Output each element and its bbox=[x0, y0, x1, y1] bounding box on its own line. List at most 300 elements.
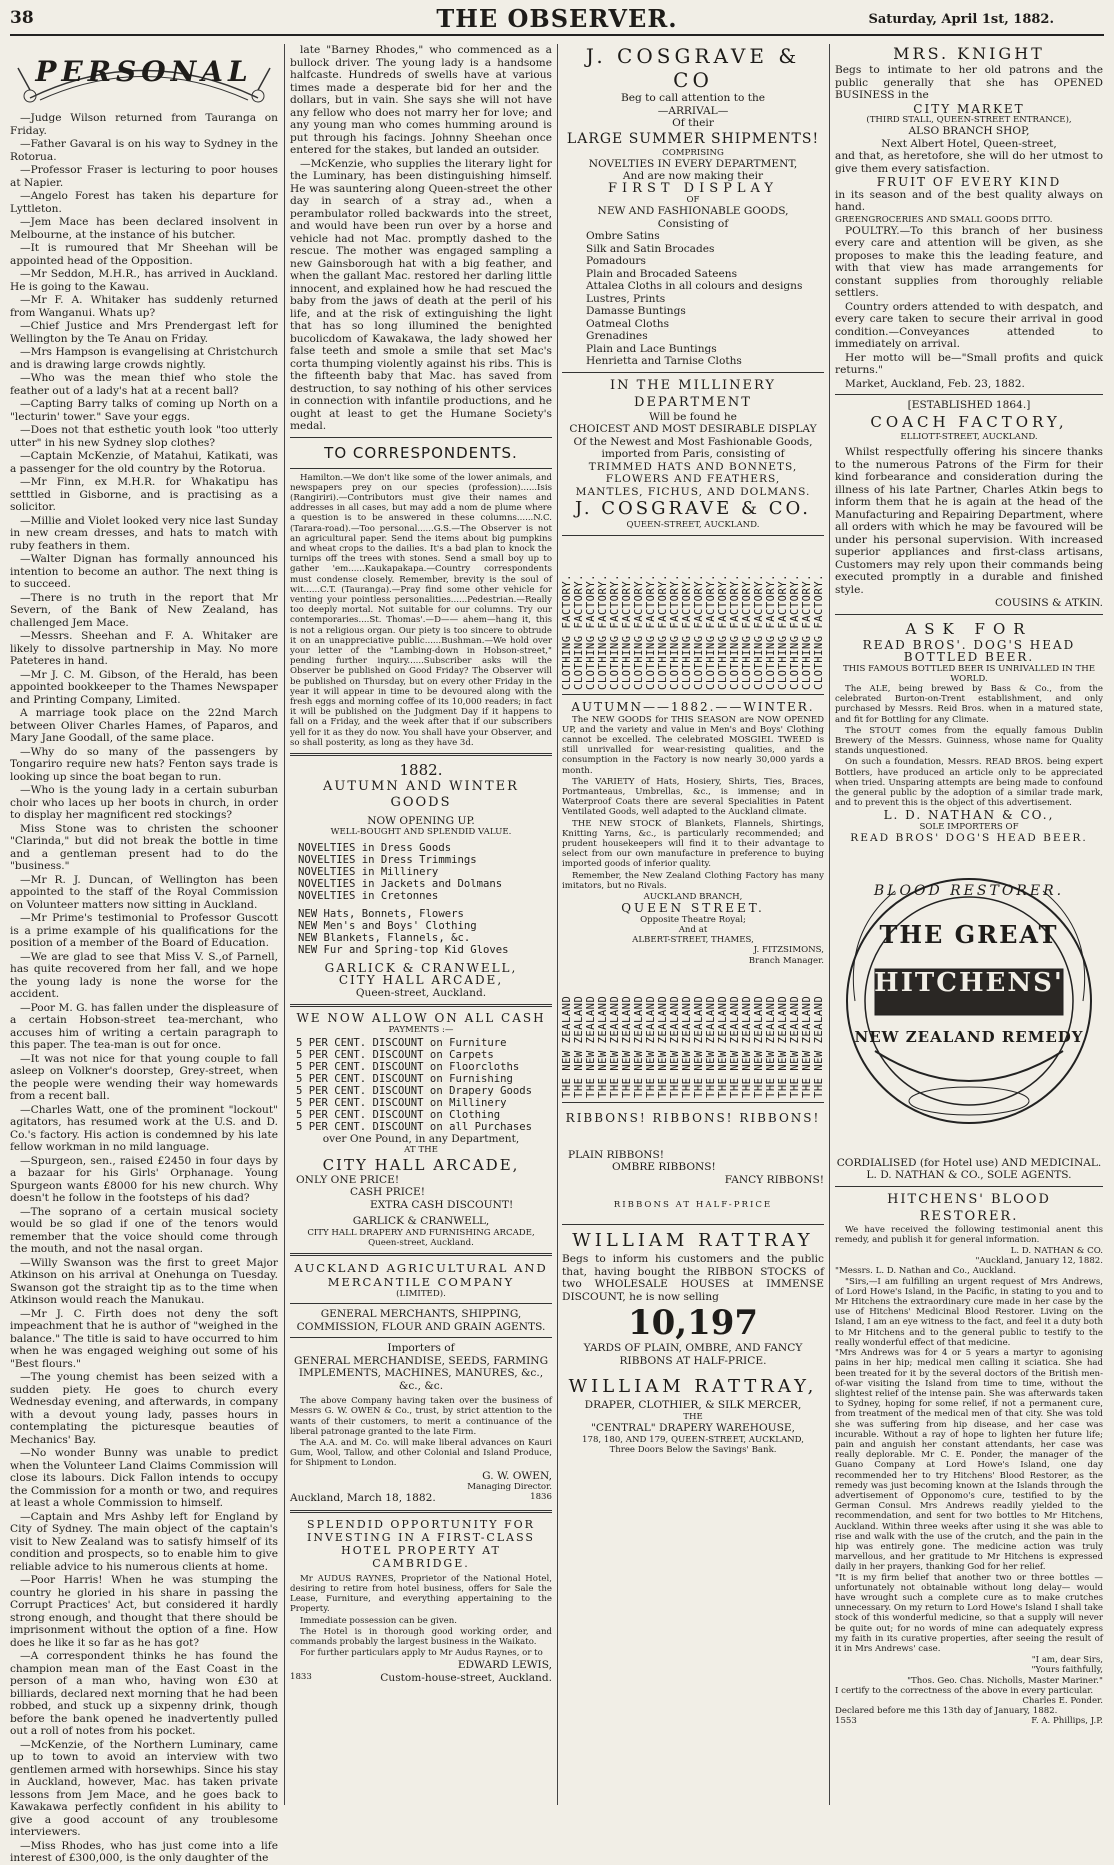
ad-title: HITCHENS' BLOOD RESTORER. bbox=[887, 1191, 1051, 1224]
list-item: 5 PER CENT. DISCOUNT on Millinery bbox=[296, 1096, 507, 1109]
divider bbox=[290, 1303, 552, 1304]
ad-date: "Auckland, January 12, 1882. bbox=[975, 1256, 1103, 1267]
repeated-word: CLOTHING FACTORY. bbox=[704, 573, 717, 690]
repeated-word: CLOTHING FACTORY. bbox=[644, 573, 657, 690]
list-item: NOVELTIES in Dress Trimmings bbox=[298, 853, 477, 866]
ad-line: CHOICEST AND MOST DESIRABLE DISPLAY bbox=[569, 423, 817, 436]
ad-closing: "I am, dear Sirs, bbox=[1031, 1655, 1103, 1666]
repeated-word: THE NEW ZEALAND bbox=[572, 995, 585, 1098]
ad-body: For further particulars apply to Mr Audus Raynes, or to bbox=[300, 1648, 543, 1659]
ad-line: NOVELTIES IN EVERY DEPARTMENT, bbox=[588, 157, 798, 170]
ad-title: SPLENDID OPPORTUNITY FOR INVESTING IN A FIRST-CLASS HOTEL PROPERTY AT CAMBRIDGE. bbox=[307, 1517, 535, 1570]
repeated-word: CLOTHING FACTORY. bbox=[680, 573, 693, 690]
ad-headline: LARGE SUMMER SHIPMENTS! bbox=[566, 130, 820, 147]
repeated-word: CLOTHING FACTORY. bbox=[692, 573, 705, 690]
column-two bbox=[290, 44, 552, 1805]
ad-line: NEW AND FASHIONABLE GOODS, bbox=[597, 205, 789, 218]
repeated-word: CLOTHING FACTORY. bbox=[608, 573, 621, 690]
divider bbox=[835, 1186, 1103, 1187]
list-item: NEW Fur and Spring-top Kid Gloves bbox=[298, 943, 509, 956]
divider bbox=[562, 694, 824, 695]
list-item: Attalea Cloths in all colours and designs bbox=[586, 280, 803, 293]
list-item: 5 PER CENT. DISCOUNT on Carpets bbox=[296, 1048, 494, 1061]
testimonial-body: "Sirs,—I am fulfilling an urgent request of Mrs Andrews, of Lord Howe's Island, in the Pacific, in stating to you and to Mr Hitchens the extraordinary cure made in her case by the use of Hitchens' Medicinal Blood Restorer. Living on the Island, I am an eye witness to the fact, and feel it a duty both to Mr Hitchens and to the general public to testify to the really wonderful effect of that medicine. "Mrs Andrews was for 4 or 5 years a martyr to agonising pains in her hip; medical men calling it sciatica. She had been treated for it by the several doctors of the British men-of-war visiting the Island from time to time, without the slightest relief of the intense pain. She was afterwards taken to Sydney, hoping for some relief, if not a permanent cure, from treatment of the medical men of that city. She was told she was suffering from hip disease, and her case was incurable. Without a ray of hope to lighten her future life; pain and anguish her constant attendants, her case was really deplorable. Mr C. E. Ponder, the manager of the Guano Company at Lord Howe's Island, one day recommended her to try Hitchens' Blood Restorer, as the remedy was just becoming known at the Islands through the advertisement of Opponomo's cure, testified to by the German Consul. Mrs Andrews readily yielded to the recommendation, and sent for two bottles to Mr Hitchens, Auckland. Within three weeks after using it she was able to rise and walk with the use of the crutch, and the pain in the hip was entirely gone. The medicine action was truly marvellous, and her gratitude to Mr Hitchens is expressed daily in her prayers, thanking God for her relief. "It is my firm belief that another two or three bottles —unfortunately not obtainable without long delay— would have wrought such a complete cure as to make crutches unnecessary. On my return to Lord Howe's Island I shall take stock of this wonderful medicine, so that a supply will never be quite out; for no words of mine can adequately express my faith in its curative properties, after seeing the result of it in Mrs Andrews' case. bbox=[835, 1276, 1103, 1654]
ad-manager-role: Branch Manager. bbox=[748, 955, 824, 966]
divider bbox=[835, 394, 1103, 395]
ad-address: Custom-house-street, Auckland. bbox=[380, 1671, 552, 1684]
column-three bbox=[562, 44, 824, 1805]
ad-body: The A.A. and M. Co. will make liberal advances on Kauri Gum, Wool, Tallow, and other Colonial and Island Produce, for Shipment to London. bbox=[290, 1438, 552, 1469]
ad-code: 1553 bbox=[835, 1716, 857, 1727]
list-item: NOVELTIES in Jackets and Dolmans bbox=[298, 877, 503, 890]
list-item: 5 PER CENT. DISCOUNT on Floorcloths bbox=[296, 1060, 520, 1073]
ad-line: And at bbox=[678, 924, 708, 935]
ad-line: Opposite Theatre Royal; bbox=[640, 914, 746, 925]
personal-paragraph: —Miss Rhodes, who has just come into a life interest of £300,000, is the only daughter of the bbox=[10, 1839, 278, 1864]
ad-code: 1836 bbox=[530, 1492, 552, 1503]
ad-certify-sign: Charles E. Ponder. bbox=[1022, 1696, 1103, 1706]
personal-paragraph: —Judge Wilson returned from Tauranga on Friday. bbox=[10, 112, 278, 137]
repeated-word: CLOTHING FACTORY. bbox=[788, 573, 801, 690]
ad-line: FLOWERS AND FEATHERS, bbox=[605, 473, 781, 486]
ad-limited: (LIMITED). bbox=[396, 1289, 446, 1299]
discount-list bbox=[296, 1037, 552, 1133]
ad-firm: WILLIAM RATTRAY, bbox=[568, 1376, 818, 1398]
divider bbox=[290, 1004, 552, 1007]
spacer bbox=[562, 1129, 824, 1149]
repeated-word: CLOTHING FACTORY. bbox=[584, 573, 597, 690]
newspaper-title: THE OBSERVER. bbox=[436, 4, 678, 33]
list-item: Plain and Lace Buntings bbox=[586, 342, 717, 355]
ad-street: QUEEN STREET. bbox=[621, 901, 765, 916]
ad-line: THIS FAMOUS BOTTLED BEER IS UNRIVALLED IN THE WORLD. bbox=[842, 663, 1096, 684]
ad-closing: "Yours faithfully, bbox=[1031, 1665, 1103, 1676]
repeated-word: THE NEW ZEALAND bbox=[752, 995, 765, 1098]
issue-date: Saturday, April 1st, 1882. bbox=[868, 12, 1054, 27]
ad-line: YARDS OF PLAIN, OMBRE, AND FANCY RIBBONS AT HALF-PRICE. bbox=[583, 1342, 803, 1367]
ad-firm: L. D. NATHAN & CO., bbox=[883, 808, 1055, 823]
list-item: Damasse Buntings bbox=[586, 305, 686, 318]
ad-line: DRAPER, CLOTHIER, & SILK MERCER, bbox=[584, 1399, 802, 1412]
ad-body: POULTRY.—To this branch of her business every care and attention will be given, as she proposes to make this the leading feature, and with that view has made arrangements for constant supplies from thoroughly reliable settlers. bbox=[835, 224, 1103, 300]
repeated-word: CLOTHING FACTORY. bbox=[632, 573, 645, 690]
list-item: 5 PER CENT. DISCOUNT on Furnishing bbox=[296, 1072, 513, 1085]
medallion-remedy: NEW ZEALAND REMEDY bbox=[854, 1027, 1084, 1046]
repeated-word: THE NEW ZEALAND bbox=[560, 995, 573, 1098]
personal-paragraph: —Father Gavaral is on his way to Sydney in the Rotorua. bbox=[10, 138, 278, 163]
repeated-word: THE NEW ZEALAND bbox=[608, 995, 621, 1098]
personal-paragraph: —Willy Swanson was the first to greet Major Atkinson on his arrival at Onehunga on Tuesday. Swanson got the straight tip as to the time when Atkinson would reach the Manukau. bbox=[10, 1256, 278, 1306]
repeated-word: THE NEW ZEALAND bbox=[596, 995, 609, 1098]
ad-price-line: EXTRA CASH DISCOUNT! bbox=[370, 1198, 514, 1211]
repeated-word: THE NEW ZEALAND bbox=[800, 995, 813, 1098]
correspondents-text: Hamilton.—We don't like some of the lower animals, and newspapers prey on our species (profession)......Isis (Rangiriri).—Contributors must give their names and addresses in all cases, but may add a nom de plume where a question is to be answered in these columns......N.C. (Tarara-road).—Too personal......G.S.—The Observer is not an agricultural paper. Send the items about big pumpkins and wheat crops to the dailies. It's a bad plan to knock the turnips off the trees with stones. Send a small boy up to gather 'em......Kaukapakapa.—Country correspondents must condense closely. Remember, brevity is the soul of wit......C.T. (Tauranga).—Pray find some other vehicle for venting your pointless personalities......Pedestrian.—Really too deeply mortal. Not suitable for our columns. Try our contemporaries....St. Thomas'.—D—— ahem—hang it, this is not a religious organ. Our piety is too sincere to obtrude it on an unappreciative public......Bushman.—We hold over your letter of the "Lambing-down in Hobson-street," pending further inquiry......Subscriber asks will the Observer be published on Good Friday? The Observer will be published on Thursday, but on every other Friday in the year it will appear in time to be devoured along with the fresh eggs and morning coffee of its 10,000 readers; in fact it will be published on the Judgment Day if it happens to fall on a Friday, and the week after that if our subscribers yell for it as they do now. You shall have your Observer, and so shall posterity, as long as they have 3d. bbox=[290, 472, 552, 748]
ad-line: CORDIALISED (for Hotel use) AND MEDICINAL. bbox=[836, 1156, 1102, 1169]
ad-goods: GENERAL MERCHANDISE, SEEDS, FARMING IMPLEMENTS, MACHINES, MANURES, &c., &c., &c. bbox=[293, 1354, 549, 1392]
ad-body: Whilst respectfully offering his sincere thanks to the numerous Patrons of the Firm for their kind forbearance and consideration during the illness of his late Partner, Charles Atkin begs to inform them that he is again at the head of the Manufacturing and Repairing Department, where all orders with which he may be favoured will be under his personal supervision. With increased superior appliances and first-class artisans, Customers may rely upon their commands being executed promptly in a durable and finished style. bbox=[835, 446, 1103, 596]
divider bbox=[290, 437, 552, 438]
ad-line: GREENGROCERIES AND SMALL GOODS DITTO. bbox=[835, 214, 1053, 225]
repeated-word: THE NEW ZEALAND bbox=[728, 995, 741, 1098]
ad-price-line: CASH PRICE! bbox=[350, 1186, 426, 1199]
hitchens-medallion bbox=[835, 851, 1103, 1151]
personal-paragraph: —The young chemist has been seized with a sudden piety. He goes to church every Wednesday evening, and afterwards, in company with a devout young lady, passes hours in contemplating the picturesque beauties of Mechanics' Bay. bbox=[10, 1371, 278, 1446]
list-item: NEW Men's and Boys' Clothing bbox=[298, 919, 477, 932]
repeated-word: THE NEW ZEALAND bbox=[656, 995, 669, 1098]
personal-paragraph: —Mr Finn, ex M.H.R. for Whakatipu has setttled in Gisborne, and is practising as a solicitor. bbox=[10, 476, 278, 513]
ad-address: QUEEN-STREET, AUCKLAND. bbox=[626, 520, 760, 531]
list-item: 5 PER CENT. DISCOUNT on Furniture bbox=[296, 1036, 507, 1049]
personal-paragraph: —Captain McKenzie, of Matahui, Katikati, was a passenger for the old country by the Rotorua. bbox=[10, 450, 278, 475]
novelties-list bbox=[298, 842, 552, 902]
ad-body: Begs to intimate to her old patrons and the public generally that she has OPENED BUSINESS in the bbox=[835, 64, 1103, 101]
ad-merchants: GENERAL MERCHANTS, SHIPPING, COMMISSION, FLOUR AND GRAIN AGENTS. bbox=[296, 1308, 546, 1333]
news-paragraph: —McKenzie, who supplies the literary light for the Luminary, has been distinguishing himself. He was sauntering along Queen-street the other day in search of a stray ad., when a perambulator rolled backwards into the street, and would have been run over by a horse and vehicle had not Mac. promptly dashed to the rescue. The mother was engaged sampling a new Gainsborough hat with a big feather, and when the gallant Mac. restored her darling little innocent, and explained how he had rescued the baby from the jaws of death at the peril of his life, and at the risk of extinguishing the light that has so long illumined the benighted bucolicdom of Kawakawa, the lady showed her false teeth and smole a smile that set Mac's corta thumping violently against his ribs. This is the fifteenth baby that Mac. has saved from destruction, to say nothing of his other services in connection with infantile productions, and he ought at least to get the Humane Society's medal. bbox=[290, 157, 552, 432]
personal-paragraph: —Mr Seddon, M.H.R., has arrived in Auckland. He is going to the Kawau. bbox=[10, 268, 278, 293]
list-item: NEW Hats, Bonnets, Flowers bbox=[298, 907, 464, 920]
ad-street: Queen-street, Auckland. bbox=[368, 1237, 474, 1248]
divider bbox=[290, 1337, 552, 1338]
ad-cash-discount bbox=[290, 1012, 552, 1248]
goods-list bbox=[586, 230, 824, 368]
ad-line: Of their bbox=[672, 117, 714, 129]
ad-hotel-opportunity bbox=[290, 1518, 552, 1685]
ad-body: Remember, the New Zealand Clothing Factory has many imitators, but no Rivals. bbox=[562, 870, 824, 891]
repeated-word: THE NEW ZEALAND bbox=[668, 995, 681, 1098]
ad-autumn-winter-goods bbox=[290, 761, 552, 999]
ad-line: OF bbox=[686, 195, 700, 206]
ad-body: The ALE, being brewed by Bass & Co., from the celebrated Burton-on-Trent establishment, and only purchased by Messrs. Reid Bros. when in a matured state, and fit for Bottling for any Climate. bbox=[835, 684, 1103, 725]
ad-line: READ BROS'. DOG'S HEAD bbox=[862, 637, 1076, 652]
medallion-brand: HITCHENS' bbox=[874, 967, 1064, 998]
list-item: NOVELTIES in Cretonnes bbox=[298, 889, 439, 902]
divider bbox=[562, 535, 824, 536]
repeated-word: CLOTHING FACTORY. bbox=[668, 573, 681, 690]
personal-paragraph: —Angelo Forest has taken his departure for Lyttleton. bbox=[10, 190, 278, 215]
personal-paragraph: —Walter Dignan has formally announced his intention to become an author. The next thing is to succeed. bbox=[10, 553, 278, 590]
ad-line: Of the Newest and Most Fashionable Goods, imported from Paris, consisting of bbox=[573, 435, 813, 461]
personal-paragraph: —Professor Fraser is lecturing to poor houses at Napier. bbox=[10, 164, 278, 189]
ad-firm: GARLICK & CRANWELL, bbox=[324, 960, 518, 975]
ad-year: 1882. bbox=[399, 760, 443, 779]
ad-line: SOLE IMPORTERS OF bbox=[919, 821, 1019, 832]
ad-title: AUTUMN——1882.——WINTER. bbox=[571, 699, 815, 714]
ad-line: Consisting of bbox=[657, 217, 729, 230]
ad-sign: L. D. NATHAN & CO. bbox=[1010, 1246, 1103, 1257]
ad-date: Auckland, March 18, 1882. bbox=[290, 1492, 436, 1505]
ad-title: ASK FOR bbox=[905, 619, 1033, 638]
divider bbox=[835, 614, 1103, 615]
divider bbox=[290, 1253, 552, 1256]
personal-paragraph: Miss Stone was to christen the schooner "Clarinda," but did not break the bottle in time and a gentleman present had to do the "business." bbox=[10, 822, 278, 872]
personal-paragraph: —Jem Mace has been declared insolvent in Melbourne, at the instance of his butcher. bbox=[10, 216, 278, 241]
ad-subtitle-2: WELL-BOUGHT AND SPLENDID VALUE. bbox=[330, 827, 512, 838]
ad-body: The Hotel is in thorough good working order, and commands probably the largest business in the Waikato. bbox=[290, 1626, 552, 1648]
ad-certify: I certify to the correctness of the above in every particular. bbox=[835, 1685, 1094, 1696]
ad-millinery bbox=[562, 377, 824, 531]
repeated-word: THE NEW ZEALAND bbox=[644, 995, 657, 1098]
repeated-word: THE NEW ZEALAND bbox=[680, 995, 693, 1098]
ad-body: The STOUT comes from the equally famous Dublin Brewery of the Messrs. Guinness, whose name for Quality stands unquestioned. bbox=[835, 725, 1103, 757]
repeated-word: THE NEW ZEALAND bbox=[704, 995, 717, 1098]
personal-paragraph: —There is no truth in the report that Mr Severn, of the Bank of New Zealand, has challenged Jem Mace. bbox=[10, 591, 278, 629]
ad-firm: GARLICK & CRANWELL, bbox=[352, 1215, 490, 1228]
ad-date: Market, Auckland, Feb. 23, 1882. bbox=[845, 377, 1025, 390]
divider bbox=[290, 1510, 552, 1513]
personal-paragraph: —The soprano of a certain musical society would be so glad if one of the tenors would remember that the voice should come through the mouth, and not the nasal organ. bbox=[10, 1205, 278, 1255]
ad-line: CITY MARKET bbox=[913, 101, 1025, 116]
ad-line: (THIRD STALL, QUEEN-STREET ENTRANCE), bbox=[866, 115, 1072, 125]
ad-line: And are now making their bbox=[622, 170, 764, 183]
personal-paragraph: —Mrs Hampson is evangelising at Christchurch and is drawing large crowds nightly. bbox=[10, 346, 278, 371]
personal-paragraph: —Mr Prime's testimonial to Professor Guscott is a prime example of his qualifications for the position of a member of the Board of Education. bbox=[10, 912, 278, 949]
personal-paragraph: —Mr F. A. Whitaker has suddenly returned from Wanganui. Whats up? bbox=[10, 294, 278, 319]
repeated-word: CLOTHING FACTORY. bbox=[800, 573, 813, 690]
personal-paragraph: —Who was the mean thief who stole the feather out of a lady's hat at a recent ball? bbox=[10, 372, 278, 397]
personal-paragraph: —Mr R. J. Duncan, of Wellington has been appointed to the staff of the Royal Commission on Volunteer matters now sitting in Auckland. bbox=[10, 873, 278, 911]
ad-mrs-knight bbox=[835, 44, 1103, 390]
repeated-word: CLOTHING FACTORY. bbox=[560, 573, 573, 690]
repeated-word: THE NEW ZEALAND bbox=[788, 995, 801, 1098]
personal-paragraph: —Poor M. G. has fallen under the displeasure of a certain Hobson-street tea-merchant, who accuses him of writing a certain paragraph to this paper. The tea-man is out for once. bbox=[10, 1001, 278, 1051]
ad-body: The NEW GOODS for THIS SEASON are NOW OPENED UP, and the variety and value in Men's and Boys' Clothing cannot be excelled. The celebrated MOSGIEL TWEED is still unrivalled for wear-resisting qualities, and the consumption in the Factory is now nearly 30,000 yards a month. bbox=[562, 714, 824, 776]
ad-line: Beg to call attention to the bbox=[620, 92, 766, 104]
ad-footer bbox=[290, 1492, 552, 1505]
divider bbox=[562, 1224, 824, 1225]
repeated-word: CLOTHING FACTORY. bbox=[596, 573, 609, 690]
ad-title: AUCKLAND AGRICULTURAL AND MERCANTILE COMPANY bbox=[294, 1261, 548, 1289]
personal-paragraph: —Poor Harris! When he was stumping the country he gloried in his share in passing the Corrupt Practices' Act, but considered it hardly strong enough, and thought that there should be imprisonment without the option of a fine. How does he like it so far as he has got? bbox=[10, 1574, 278, 1649]
ad-ribbons bbox=[562, 1107, 824, 1211]
ad-firm: WILLIAM RATTRAY bbox=[572, 1230, 814, 1252]
personal-paragraph: —It is rumoured that Mr Sheehan will be appointed head of the Opposition. bbox=[10, 242, 278, 267]
ad-line: TRIMMED HATS AND BONNETS, bbox=[588, 460, 798, 473]
ad-line: FRUIT OF EVERY KIND bbox=[876, 175, 1062, 190]
ad-line: MANTLES, FICHUS, AND DOLMANS. bbox=[575, 485, 811, 498]
repeated-word: CLOTHING FACTORY. bbox=[776, 573, 789, 690]
ad-line: L. D. NATHAN & CO., SOLE AGENTS. bbox=[866, 1169, 1072, 1182]
medallion-arc-text: BLOOD RESTORER. bbox=[873, 882, 1065, 899]
repeated-word: CLOTHING FACTORY. bbox=[752, 573, 765, 690]
new-items-list bbox=[298, 908, 552, 956]
ad-subtitle: NOW OPENING UP. bbox=[367, 814, 475, 827]
ad-line: RIBBONS AT HALF-PRICE bbox=[613, 1200, 773, 1211]
ad-importers: Importers of bbox=[387, 1342, 455, 1355]
personal-paragraph: —Captain and Mrs Ashby left for England by City of Sydney. The main object of the captain's visit to New Zealand was to satisfy himself of its condition and prospects, so to enable him to give reliable advice to his numerous clients at home. bbox=[10, 1510, 278, 1573]
ad-code: 1833 bbox=[290, 1671, 312, 1682]
ad-text: over One Pound, in any Department, bbox=[322, 1132, 520, 1145]
ad-agricultural-company bbox=[290, 1261, 552, 1505]
new-zealand-pattern bbox=[562, 970, 824, 1098]
ad-autumn-winter-clothing bbox=[562, 699, 824, 966]
personal-paragraph: —Messrs. Sheehan and F. A. Whitaker are likely to dissolve partnership in May. No more Pateteres in hand. bbox=[10, 630, 278, 667]
repeated-word: THE NEW ZEALAND bbox=[620, 995, 633, 1098]
ad-title: MRS. KNIGHT bbox=[893, 44, 1045, 63]
masthead bbox=[0, 0, 1114, 40]
ad-addressee: "Messrs. L. D. Nathan and Co., Auckland. bbox=[835, 1266, 1016, 1277]
list-item: NOVELTIES in Dress Goods bbox=[298, 841, 452, 854]
ad-read-bros bbox=[835, 619, 1103, 845]
ad-body: Begs to inform his customers and the public that, having bought the RIBBON STOCKS of two WHOLESALE HOUSES at IMMENSE DISCOUNT, he is now selling bbox=[562, 1253, 824, 1303]
ad-price-line: ONLY ONE PRICE! bbox=[296, 1173, 400, 1186]
correspondents-heading: TO CORRESPONDENTS. bbox=[324, 443, 518, 462]
divider bbox=[562, 1102, 824, 1103]
ad-street: Queen-street, Auckland. bbox=[355, 986, 487, 999]
personal-paragraph: —A correspondent thinks he has found the champion mean man of the East Coast in the person of a man who, having won £30 at billiards, declared next morning that he had been robbed, and stuck up a sixpenny drink, though before the bank opened he inadvertently pulled out a roll of notes from his pocket. bbox=[10, 1650, 278, 1737]
ad-title: WE NOW ALLOW ON ALL CASH bbox=[296, 1011, 546, 1026]
clothing-factory-pattern bbox=[562, 540, 824, 690]
repeated-word: CLOTHING FACTORY. bbox=[764, 573, 777, 690]
ad-line: OMBRE RIBBONS! bbox=[612, 1161, 716, 1174]
ad-line: Will be found he bbox=[649, 410, 737, 423]
repeated-word: THE NEW ZEALAND bbox=[692, 995, 705, 1098]
list-item: 5 PER CENT. DISCOUNT on all Purchases bbox=[296, 1120, 532, 1133]
ad-title: RIBBONS! RIBBONS! RIBBONS! bbox=[565, 1110, 821, 1125]
repeated-word: CLOTHING FACTORY. bbox=[620, 573, 633, 690]
personal-paragraph: —Mr J. C. Firth does not deny the soft impeachment that he is author of "weighed in the balance." The title is said to have occurred to him when he was engaged weighing out some of his "Best flours." bbox=[10, 1307, 279, 1370]
list-item: 5 PER CENT. DISCOUNT on Drapery Goods bbox=[296, 1084, 532, 1097]
column-divider bbox=[557, 44, 558, 1805]
repeated-word: CLOTHING FACTORY. bbox=[812, 573, 825, 690]
ad-coach-factory bbox=[835, 399, 1103, 609]
ad-line: ALBERT-STREET, THAMES, bbox=[632, 935, 754, 946]
personal-banner-title: PERSONAL bbox=[35, 55, 253, 88]
repeated-word: CLOTHING FACTORY. bbox=[740, 573, 753, 690]
personal-paragraphs bbox=[10, 112, 278, 1865]
ad-title: IN THE MILLINERY DEPARTMENT bbox=[610, 377, 776, 410]
personal-paragraph: —Capting Barry talks of coming up North on a "lecturin' tower." Save your eggs. bbox=[10, 398, 278, 423]
personal-paragraph: —It was not nice for that young couple to fall asleep on Volkner's doorstep, Grey-street, when the people were wending their way homewards from a recent ball. bbox=[10, 1052, 278, 1102]
ad-line: READ BROS' DOG'S HEAD BEER. bbox=[850, 832, 1088, 845]
ad-body: Her motto will be—"Small profits and quick returns." bbox=[835, 351, 1103, 377]
ad-arcade: CITY HALL ARCADE, bbox=[338, 973, 504, 988]
ad-body: in its season and of the best quality always on hand. bbox=[835, 188, 1103, 214]
list-item: Oatmeal Cloths bbox=[586, 317, 670, 330]
ad-footer bbox=[290, 1672, 552, 1685]
personal-paragraph: —No wonder Bunny was unable to predict when the Volunteer Land Claims Commission will close its labours. Dick Fallon intends to occupy the Commission for a month or two, and requires at least a whole Commission to himself. bbox=[10, 1447, 278, 1509]
repeated-word: CLOTHING FACTORY. bbox=[572, 573, 585, 690]
list-item: Plain and Brocaded Sateens bbox=[586, 267, 738, 280]
column-divider bbox=[829, 44, 830, 1805]
repeated-word: CLOTHING FACTORY. bbox=[728, 573, 741, 690]
list-item: Lustres, Prints bbox=[586, 292, 666, 305]
repeated-word: THE NEW ZEALAND bbox=[776, 995, 789, 1098]
ad-sign-role: Managing Director. bbox=[467, 1482, 552, 1493]
list-item: Pomadours bbox=[586, 255, 646, 268]
ad-line: Next Albert Hotel, Queen-street, bbox=[881, 137, 1057, 150]
repeated-word: CLOTHING FACTORY. bbox=[656, 573, 669, 690]
ad-line: FANCY RIBBONS! bbox=[724, 1173, 824, 1186]
repeated-word: THE NEW ZEALAND bbox=[812, 995, 825, 1098]
ad-line: BOTTLED BEER. bbox=[903, 650, 1035, 665]
ad-line: THE bbox=[683, 1411, 703, 1422]
ad-address: 178, 180, AND 179, QUEEN-STREET, AUCKLAND, bbox=[582, 1434, 804, 1445]
column-divider bbox=[284, 44, 285, 1805]
ad-body: Country orders attended to with despatch, and every care taken to secure their arrival in good condition.—Conveyances attended to immediately on arrival. bbox=[835, 300, 1103, 351]
ad-closing: "Thos. Geo. Chas. Nicholls, Master Mariner." bbox=[907, 1675, 1103, 1686]
repeated-word: THE NEW ZEALAND bbox=[764, 995, 777, 1098]
list-item: Ombre Satins bbox=[586, 230, 660, 243]
ad-sign: G. W. OWEN, bbox=[482, 1469, 552, 1482]
ad-body: and that, as heretofore, she will do her utmost to give them every satisfaction. bbox=[835, 150, 1103, 175]
ad-established: [ESTABLISHED 1864.] bbox=[907, 399, 1031, 412]
ad-body: On such a foundation, Messrs. READ BROS. being expert Bottlers, have produced an article only to be appreciated when tried. Unsparing attempts are being made to confound the general public by the adoption of a similar trade mark, and to prevent this is the object of this advertisement. bbox=[835, 757, 1103, 809]
personal-banner bbox=[10, 48, 278, 106]
personal-paragraph: —We are glad to see that Miss V. S.,of Parnell, has quite recovered from her fall, and we hope the young lady is none the worse for the accident. bbox=[10, 950, 278, 1000]
medallion-great: THE GREAT bbox=[879, 919, 1059, 949]
ad-line: —ARRIVAL— bbox=[657, 104, 729, 117]
personal-paragraph: A marriage took place on the 22nd March between Oliver Charles Hames, of Paparos, and Mary Jane Goodall, of the same place. bbox=[10, 707, 278, 744]
ad-title: COACH FACTORY, bbox=[870, 412, 1068, 431]
ad-branch: AUCKLAND BRANCH, bbox=[643, 892, 743, 903]
column-four bbox=[835, 44, 1103, 1805]
ad-sign: EDWARD LEWIS, bbox=[457, 1659, 552, 1672]
ad-jp: F. A. Phillips, J.P. bbox=[1031, 1716, 1103, 1727]
ad-headline: FIRST DISPLAY bbox=[608, 180, 778, 196]
list-item: 5 PER CENT. DISCOUNT on Clothing bbox=[296, 1108, 501, 1121]
news-paragraph: late "Barney Rhodes," who commenced as a bullock driver. The young lady is a handsome halfcaste. Hundreds of swells have at various times made a desperate bid for her and the dollars, but in vain. She says she will not have any fellow who does not marry her for love; and any young man who comes humming around is put through his facings. Johnny Sheehan once entered for the stakes, but landed an outsider. bbox=[290, 44, 552, 156]
ad-declared: Declared before me this 13th day of January, 1882. bbox=[835, 1706, 1058, 1717]
ad-body: The VARIETY of Hats, Hosiery, Shirts, Ties, Braces, Portmanteaus, Umbrellas, &c., is immense; and in Waterproof Coats there are several Specialities in Patent Ventilated Goods, well adapted to the Auckland climate. bbox=[562, 776, 824, 818]
personal-paragraph: —McKenzie, of the Northern Luminary, came up to town to avoid an interview with two gentlemen armed with horsewhips. Since his stay in Auckland, however, Mac. has taken private lessons from Jem Mace, and he goes back to Kawakawa perfectly confident in his ability to give a good account of any troublesome interviewers. bbox=[10, 1738, 278, 1838]
ad-sign: COUSINS & ATKIN. bbox=[994, 597, 1103, 610]
ad-manager: J. FITZSIMONS, bbox=[753, 945, 824, 956]
ad-address: ELLIOTT-STREET, AUCKLAND. bbox=[900, 431, 1038, 442]
page-number: 38 bbox=[10, 8, 34, 28]
ad-cosgrave-shipments bbox=[562, 44, 824, 368]
list-item: NEW Blankets, Flannels, &c. bbox=[298, 931, 471, 944]
personal-paragraph: —Charles Watt, one of the prominent "lockout" agitators, has resumed work at the U.S. and D. Co.'s factory. His action is condemned by his late fellow workman in no mild language. bbox=[10, 1103, 278, 1153]
ad-line: "CENTRAL" DRAPERY WAREHOUSE, bbox=[591, 1422, 795, 1435]
ad-cordialised bbox=[835, 1157, 1103, 1182]
personal-paragraph: —Spurgeon, sen., raised £2450 in four days by a bazaar for his Girls' Orphanage. Young Spurgeon wants £8000 for his new church. Why doesn't he follow in the footsteps of his dad? bbox=[10, 1154, 278, 1204]
masthead-rule bbox=[10, 34, 1104, 36]
ad-blood-restorer bbox=[835, 1191, 1103, 1727]
repeated-word: THE NEW ZEALAND bbox=[740, 995, 753, 1098]
ad-number: 10,197 bbox=[627, 1303, 759, 1344]
personal-paragraph: —Millie and Violet looked very nice last Sunday in new cream dresses, and hats to match with ruby feathers in them. bbox=[10, 514, 278, 552]
ad-arcade: CITY HALL ARCADE, bbox=[322, 1155, 520, 1174]
ad-body: Immediate possession can be given. bbox=[300, 1615, 457, 1626]
repeated-word: CLOTHING FACTORY. bbox=[716, 573, 729, 690]
personal-paragraph: —Does not that esthetic youth look "too utterly utter" in his new Sydney slop clothes? bbox=[10, 424, 278, 449]
ad-firm: J. COSGRAVE & CO bbox=[585, 44, 801, 92]
list-item: Henrietta and Tarnise Cloths bbox=[586, 355, 742, 368]
repeated-word: THE NEW ZEALAND bbox=[584, 995, 597, 1098]
ad-line: Three Doors Below the Savings' Bank. bbox=[609, 1444, 777, 1455]
ad-title: AUTUMN AND WINTER GOODS bbox=[323, 778, 519, 810]
ad-body: THE NEW STOCK of Blankets, Flannels, Shirtings, Knitting Yarns, &c., is particularly recommended; and prudent housekeepers will find it to their advantage to select from our own manufacture in preference to buying imported goods of inferior quality. bbox=[562, 818, 824, 870]
ad-text: AT THE bbox=[404, 1145, 438, 1156]
ad-firm-desc: CITY HALL DRAPERY AND FURNISHING ARCADE, bbox=[307, 1227, 535, 1238]
personal-paragraph: —Mr J. C. M. Gibson, of the Herald, has been appointed bookkeeper to the Thames Newspaper and Printing Company, Limited. bbox=[10, 668, 278, 706]
divider bbox=[562, 372, 824, 373]
ad-line: ALSO BRANCH SHOP, bbox=[908, 125, 1030, 138]
personal-paragraph: —Why do so many of the passengers by Tongariro require new hats? Fenton says trade is looking up since the boat began to run. bbox=[10, 745, 278, 783]
column-personal bbox=[10, 44, 279, 1864]
ad-body: We have received the following testimonial anent this remedy, and publish it for general information. bbox=[835, 1224, 1103, 1245]
ad-rattray bbox=[562, 1229, 824, 1455]
ad-firm: J. COSGRAVE & CO. bbox=[575, 498, 811, 520]
ad-subtitle: PAYMENTS :— bbox=[388, 1024, 454, 1035]
ad-body: The above Company having taken over the business of Messrs G. W. OWEN & Co., trust, by strict attention to the wants of their customers, to merit a continuance of the liberal patronage granted to the late Firm. bbox=[290, 1396, 552, 1437]
divider bbox=[290, 468, 552, 469]
list-item: NOVELTIES in Millinery bbox=[298, 865, 439, 878]
repeated-word: THE NEW ZEALAND bbox=[632, 995, 645, 1098]
ad-line: COMPRISING bbox=[662, 147, 724, 158]
personal-paragraph: —Chief Justice and Mrs Prendergast left for Wellington by the Te Anau on Friday. bbox=[10, 320, 278, 345]
repeated-word: THE NEW ZEALAND bbox=[716, 995, 729, 1098]
